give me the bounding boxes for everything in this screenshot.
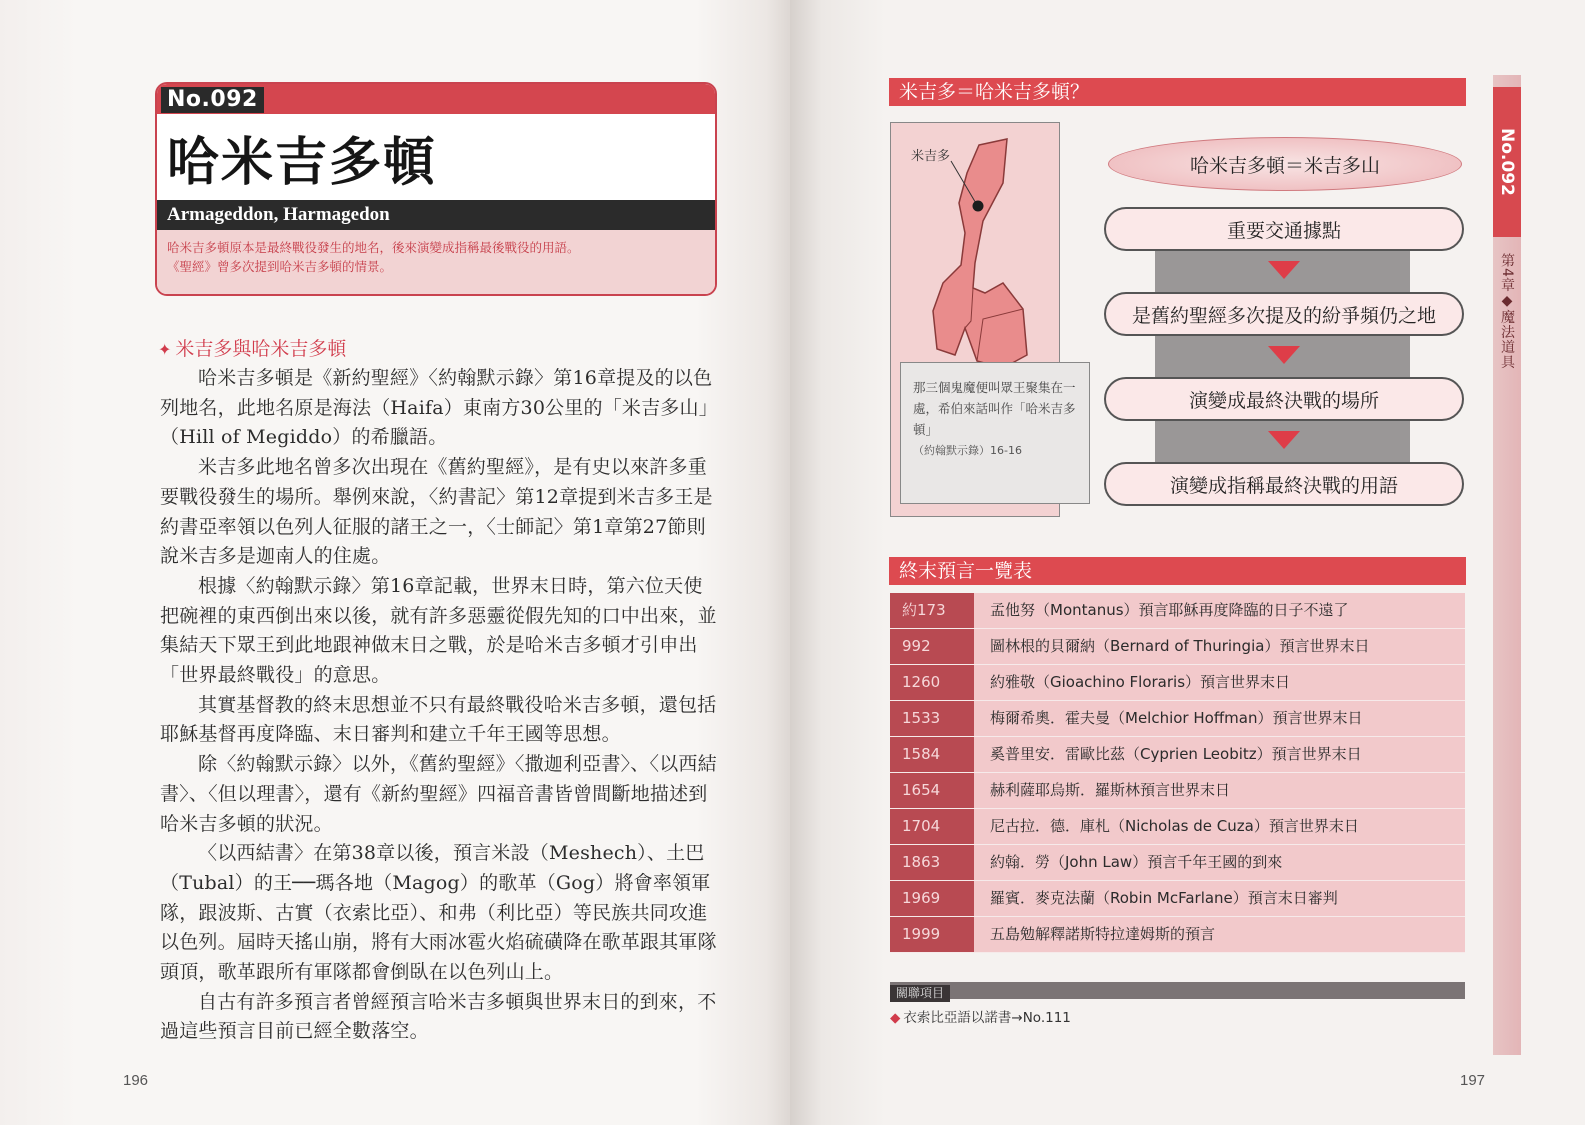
row-year: 1863 [890, 845, 974, 880]
paragraph: 米吉多此地名曾多次出現在《舊約聖經》，是有史以來許多重要戰役發生的場所。舉例來說，〈約書記〉第12章提到米吉多王是約書亞率領以色列人征服的諸王之一，〈士師記〉第1章第27節則說米吉多是迦南人的住處。 [160, 456, 713, 568]
row-year: 約173 [890, 593, 974, 628]
row-text: 孟他努（Montanus）預言耶穌再度降臨的日子不遠了 [974, 593, 1465, 628]
diagram-heading: 米吉多＝哈米吉多頓？ [889, 78, 1466, 106]
row-text: 約雅敬（Gioachino Floraris）預言世界末日 [974, 665, 1465, 700]
table-row [890, 701, 1465, 737]
paragraph: 自古有許多預言者曾經預言哈米吉多頓與世界末日的到來，不過這些預言目前已經全數落空。 [160, 990, 717, 1043]
row-year: 1704 [890, 809, 974, 844]
section-heading-text: 米吉多與哈米吉多頓 [175, 338, 347, 360]
quote-box [900, 362, 1090, 504]
paragraph: 其實基督教的終末思想並不只有最終戰役哈米吉多頓，還包括耶穌基督再度降臨、末日審判和建立千年王國等思想。 [160, 693, 717, 746]
related-item-text: 衣索比亞語以諾書→No.111 [903, 1010, 1071, 1026]
diamond-bullet-icon: ✦ [158, 340, 172, 359]
table-row [890, 665, 1465, 701]
diamond-bullet-icon: ◆ [890, 1010, 901, 1026]
down-arrow-icon [1268, 261, 1300, 279]
entry-number: No.092 [161, 87, 264, 113]
megiddo-location-dot [973, 201, 984, 212]
row-year: 1260 [890, 665, 974, 700]
summary-line-2: 《聖經》曾多次提到哈米吉多頓的情景。 [167, 259, 393, 274]
row-year: 1533 [890, 701, 974, 736]
row-year: 1584 [890, 737, 974, 772]
row-year: 992 [890, 629, 974, 664]
section-heading [158, 334, 346, 361]
table-row [890, 809, 1465, 845]
paragraph: 根據〈約翰默示錄〉第16章記載，世界末日時，第六位天使把碗裡的東西倒出來以後，就有許多惡靈從假先知的口中出來，並集結天下眾王到此地跟神做末日之戰，於是哈米吉多頓才引申出「世界最終戰役」的意思。 [160, 574, 717, 687]
table-row [890, 845, 1465, 881]
quote-text: 那三個鬼魔便叫眾王聚集在一處，希伯來話叫作「哈米吉多頓」 [913, 380, 1076, 437]
page-title: 哈米吉多頓 [167, 132, 438, 193]
title-main [157, 114, 715, 200]
paragraph: 哈米吉多頓是《新約聖經》〈約翰默示錄〉第16章提及的以色列地名，此地名原是海法（Haifa）東南方30公里的「米吉多山」（Hill of Megiddo）的希臘語。 [160, 367, 718, 449]
row-year: 1999 [890, 917, 974, 952]
quote-citation: （約翰默示錄）16-16 [913, 444, 1022, 457]
left-page [0, 0, 790, 1125]
row-text: 尼古拉．德．庫札（Nicholas de Cuza）預言世界末日 [974, 809, 1465, 844]
row-text: 赫利薩耶烏斯．羅斯林預言世界末日 [974, 773, 1465, 808]
prophecy-table [890, 593, 1465, 953]
table-row [890, 593, 1465, 629]
related-item[interactable] [890, 1006, 1071, 1026]
title-top-bar [157, 84, 715, 114]
side-tab [1493, 75, 1521, 1055]
table-heading: 終末預言一覽表 [889, 557, 1466, 585]
summary-line-1: 哈米吉多頓原本是最終戰役發生的地名，後來演變成指稱最後戰役的用語。 [167, 240, 580, 255]
related-items-heading-bar [890, 982, 1465, 999]
page-number-left: 196 [123, 1072, 149, 1089]
english-title: Armageddon, Harmagedon [157, 200, 715, 230]
paragraph: 除〈約翰默示錄〉以外，《舊約聖經》〈撒迦利亞書〉、〈以西結書〉、〈但以理書〉，還有《新約聖經》四福音書皆曾間斷地描述到哈米吉多頓的狀況。 [160, 753, 717, 835]
page-number-right: 197 [1460, 1072, 1486, 1089]
row-text: 羅賓．麥克法蘭（Robin McFarlane）預言末日審判 [974, 881, 1465, 916]
entry-title-box [155, 82, 717, 296]
flow-step: 重要交通據點 [1104, 207, 1464, 251]
row-text: 梅爾希奧．霍夫曼（Melchior Hoffman）預言世界末日 [974, 701, 1465, 736]
down-arrow-icon [1268, 346, 1300, 364]
flow-oval: 哈米吉多頓＝米吉多山 [1108, 137, 1462, 191]
table-row [890, 737, 1465, 773]
row-year: 1969 [890, 881, 974, 916]
flow-step: 演變成最終決戰的場所 [1104, 377, 1464, 421]
table-row [890, 773, 1465, 809]
side-tab-entry-number: No.092 [1493, 87, 1521, 237]
table-row [890, 881, 1465, 917]
flow-step: 是舊約聖經多次提及的紛爭頻仍之地 [1104, 292, 1464, 336]
paragraph: 〈以西結書〉在第38章以後，預言米設（Meshech）、土巴（Tubal）的王──瑪各地（Magog）的歌革（Gog）將會率領軍隊，跟波斯、古實（衣索比亞）、和弗（利比亞）等民族共同攻進以色列。屆時天搖山崩，將有大雨冰雹火焰硫磺降在歌革跟其軍隊頭頂，歌革跟所有軍隊都會倒臥在以色列山上。 [160, 842, 717, 984]
map-label: 米吉多 [911, 149, 951, 164]
row-text: 圖林根的貝爾納（Bernard of Thuringia）預言世界末日 [974, 629, 1465, 664]
entry-summary [157, 230, 715, 294]
table-row [890, 917, 1465, 953]
flow-step: 演變成指稱最終決戰的用語 [1104, 462, 1464, 506]
down-arrow-icon [1268, 431, 1300, 449]
table-row [890, 629, 1465, 665]
related-items-heading: 關聯項目 [890, 985, 950, 1002]
row-text: 五島勉解釋諾斯特拉達姆斯的預言 [974, 917, 1465, 952]
side-tab-chapter: 第4章◆魔法道具 [1499, 253, 1515, 370]
body-text [160, 364, 720, 1047]
row-text: 約翰．勞（John Law）預言千年王國的到來 [974, 845, 1465, 880]
row-year: 1654 [890, 773, 974, 808]
row-text: 奚普里安．雷歐比茲（Cyprien Leobitz）預言世界末日 [974, 737, 1465, 772]
